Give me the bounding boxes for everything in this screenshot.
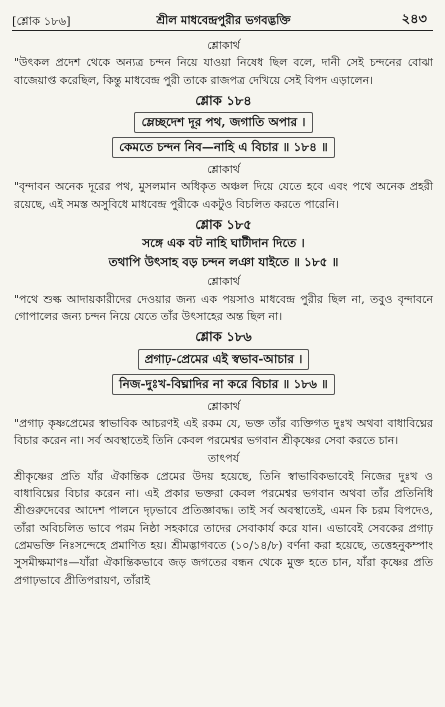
page-body <box>14 36 433 589</box>
verse-line: প্রগাঢ়-প্রেমের এই স্বভাব-আচার । <box>138 349 310 370</box>
translation-heading: শ্লোকার্থ <box>207 163 240 177</box>
translation-paragraph: "উৎকল প্রদেশ থেকে অন্যত্র চন্দন নিয়ে যাওয়া নিষেধ ছিল বলে, দানী সেই চন্দনের বোঝা বাজেয়াপ্ত করেছিল, কিন্তু মাধবেন্দ্র পুরী তাকে রাজপত্র দেখিয়ে সেই বিপদ এড়ালেন। <box>14 56 433 87</box>
translation-heading: শ্লোকার্থ <box>207 275 240 289</box>
translation-heading: শ্লোকার্থ <box>207 399 240 413</box>
page-header <box>12 10 435 32</box>
verse-heading: শ্লোক ১৮৬ <box>195 330 252 346</box>
translation-paragraph: "পথে শুল্ক আদায়কারীদের দেওয়ার জন্য এক পয়সাও মাধবেন্দ্র পুরীর ছিল না, তবুও বৃন্দাবনে গোপালের জন্য চন্দন নিয়ে যেতে তাঁর উৎসাহের অন্ত ছিল না। <box>14 292 433 323</box>
header-verse-ref: [শ্লোক ১৮৬] <box>12 14 71 28</box>
purport-paragraph: শ্রীকৃষ্ণের প্রতি যাঁর ঐকান্তিক প্রেমের উদয় হয়েছে, তিনি স্বাভাবিকভাবেই নিজের দুঃখ ও বাধাবিঘ্নের বিচার করেন না। এই প্রকার ভক্তরা কেবল পরমেশ্বর ভগবান অথবা তাঁর প্রতিনিধি শ্রীগুরুদেবের আদেশ পালনে দৃঢ়ভাবে প্রতিজ্ঞাবদ্ধ। তাই সর্ব অবস্থাতেই, এমন কি চরম বিপদেও, তাঁরা অবিচলিত ভাবে পরম নিষ্ঠা সহকারে তাদের সেবাকার্য করে যান। এভাবেই সেবকের প্রগাঢ় প্রেমভক্তি নিঃসন্দেহে প্রমাণিত হয়। শ্রীমদ্ভাগবতে (১০/১৪/৮) বর্ণনা করা হয়েছে, তত্তেহনুকম্পাং সুসমীক্ষমাণঃ—যাঁরা ঐকান্তিকভাবে জড় জগতের বন্ধন থেকে মুক্ত হতে চান, যাঁরা কৃষ্ণের প্রতি প্রগাঢ়ভাবে প্রীতিপরায়ণ, তাঁরাই <box>14 469 433 587</box>
verse-line: কেমতে চন্দন নিব—নাহি এ বিচার ॥ ১৮৪ ॥ <box>112 137 335 158</box>
header-title: শ্রীল মাধবেন্দ্রপুরীর ভগবদ্ভক্তি <box>156 13 291 27</box>
verse-line: তথাপি উৎসাহ বড় চন্দন লঞা যাইতে ॥ ১৮৫ ॥ <box>108 255 339 270</box>
verse-heading: শ্লোক ১৮৫ <box>195 218 252 234</box>
translation-paragraph: "প্রগাঢ় কৃষ্ণপ্রেমের স্বাভাবিক আচরণই এই রকম যে, ভক্ত তাঁর ব্যক্তিগত দুঃখ অথবা বাধাবিঘ্নের বিচার করেন না। সর্ব অবস্থাতেই তিনি কেবল পরমেশ্বর ভগবান শ্রীকৃষ্ণের সেবা করতে চান। <box>14 416 433 448</box>
translation-paragraph: "বৃন্দাবন অনেক দূরের পথ, মুসলমান অধিকৃত অঞ্চল দিয়ে যেতে হবে এবং পথে অনেক প্রহরী রয়েছে, এই সমস্ত অসুবিধে মাধবেন্দ্র পুরীকে একটুও বিচলিত করতে পারেনি। <box>14 180 433 211</box>
header-divider <box>12 30 433 31</box>
verse-line: নিজ-দুঃখ-বিঘ্নাদির না করে বিচার ॥ ১৮৬ ॥ <box>112 374 335 395</box>
verse-line: সঙ্গে এক বট নাহি ঘাটীদান দিতে । <box>142 236 305 251</box>
translation-heading: শ্লোকার্থ <box>207 39 240 52</box>
purport-heading: তাৎপর্য <box>207 452 240 466</box>
verse-line: ম্লেচ্ছদেশ দূর পথ, জগাতি অপার । <box>134 112 312 133</box>
page-number: ২৪৩ <box>401 12 427 27</box>
verse-heading: শ্লোক ১৮৪ <box>195 93 252 109</box>
